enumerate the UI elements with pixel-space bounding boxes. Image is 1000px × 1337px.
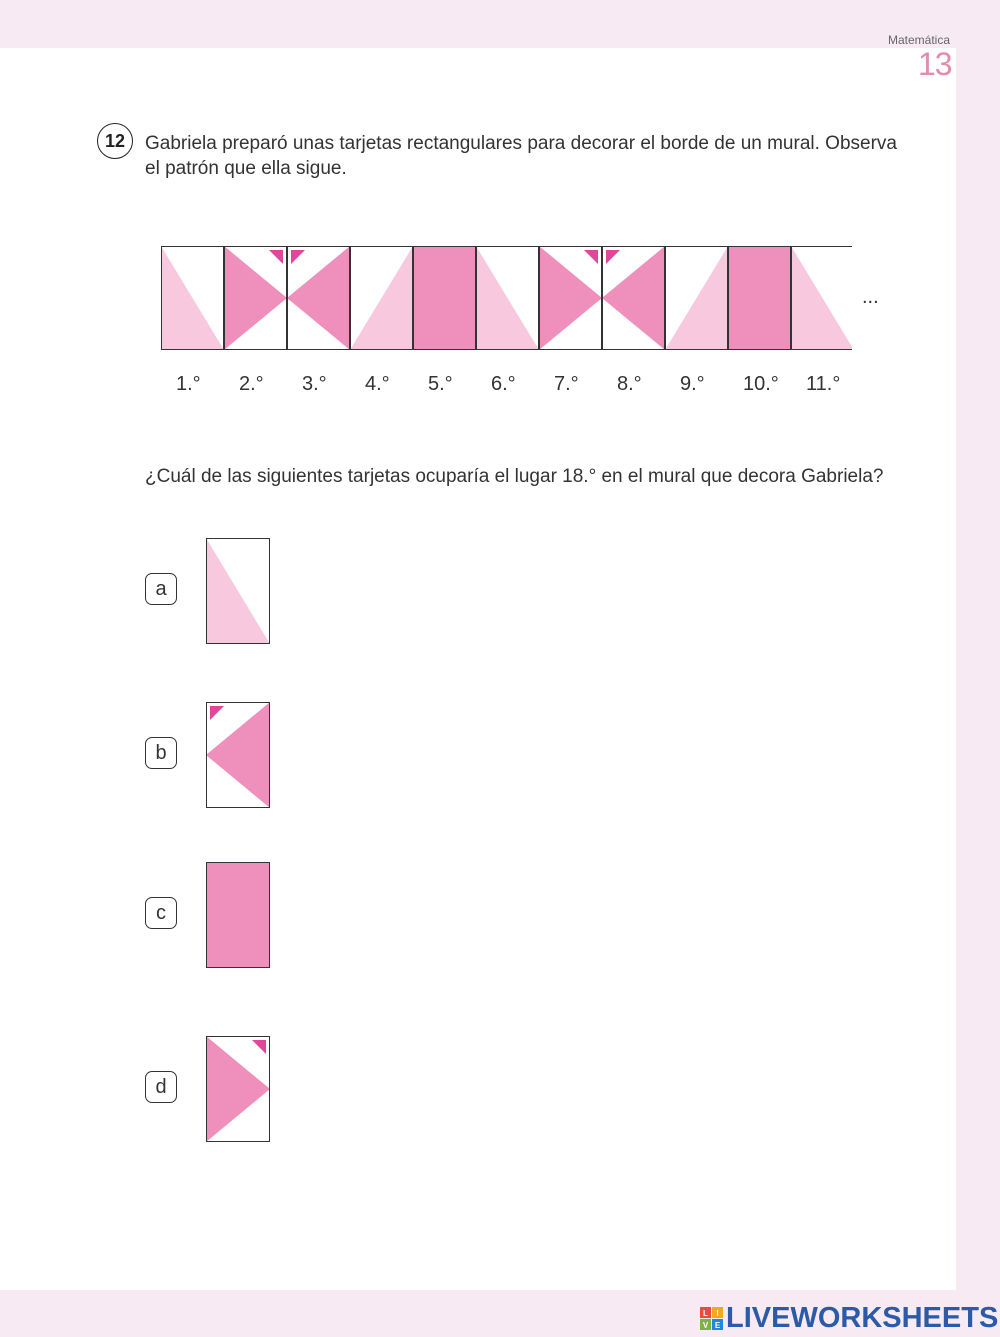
- position-label: 11.°: [806, 373, 841, 395]
- pattern-card: [665, 246, 728, 350]
- position-labels: [160, 373, 850, 399]
- pattern-card: [539, 246, 602, 350]
- position-label: 5.°: [428, 373, 453, 395]
- question-prompt: ¿Cuál de las siguientes tarjetas ocuparía el lugar 18.° en el mural que decora Gabriela?: [145, 466, 884, 487]
- card-pattern: [160, 245, 852, 351]
- worksheet-page: [0, 48, 956, 1290]
- logo-text: LIVEWORKSHEETS: [726, 1302, 999, 1334]
- pattern-card: [224, 246, 287, 350]
- pattern-card: [350, 246, 413, 350]
- option-letter-d[interactable]: d: [145, 1071, 177, 1103]
- logo-badge-letter: I: [716, 1308, 719, 1318]
- option-letter-c[interactable]: c: [145, 897, 177, 929]
- position-label: 3.°: [302, 373, 327, 395]
- option-card-d[interactable]: [206, 1036, 271, 1142]
- page-number: 13: [918, 46, 952, 82]
- option-card-b[interactable]: [206, 702, 271, 808]
- position-label: 2.°: [239, 373, 264, 395]
- pattern-card: [791, 246, 852, 350]
- option-card-drawing: [206, 862, 270, 968]
- position-label: 8.°: [617, 373, 642, 395]
- pattern-card: [728, 246, 791, 350]
- option-card-drawing: [206, 538, 270, 644]
- liveworksheets-logo: [700, 1302, 998, 1335]
- option-card-a[interactable]: [206, 538, 271, 644]
- pattern-ellipsis: ...: [862, 286, 879, 308]
- logo-badge-letter: E: [714, 1320, 721, 1330]
- pattern-card: [602, 246, 665, 350]
- live-badge-icon: [700, 1307, 724, 1331]
- position-label: 10.°: [743, 373, 779, 395]
- pattern-card: [413, 246, 476, 350]
- position-label: 4.°: [365, 373, 390, 395]
- pattern-card: [476, 246, 539, 350]
- card-shape-full-pink: [206, 862, 270, 968]
- question-text: Gabriela preparó unas tarjetas rectangulares para decorar el borde de un mural. Observa el patrón que ella sigue.: [145, 133, 897, 179]
- option-letter-a[interactable]: a: [145, 573, 177, 605]
- pattern-card: [161, 246, 224, 350]
- pattern-card: [287, 246, 350, 350]
- position-label: 7.°: [554, 373, 579, 395]
- logo-badge-letter: V: [702, 1320, 709, 1330]
- card-shape-full-pink: [413, 246, 476, 350]
- question-number-badge: 12: [97, 123, 133, 159]
- card-shape-full-pink: [728, 246, 791, 350]
- logo-badge-letter: L: [703, 1308, 708, 1318]
- position-label: 6.°: [491, 373, 516, 395]
- position-label: 1.°: [176, 373, 201, 395]
- option-card-drawing: [206, 1036, 270, 1142]
- pattern-strip: [160, 245, 852, 351]
- position-label: 9.°: [680, 373, 705, 395]
- option-letter-b[interactable]: b: [145, 737, 177, 769]
- option-card-c[interactable]: [206, 862, 271, 968]
- subject-label: Matemática: [888, 33, 951, 47]
- option-card-drawing: [206, 702, 270, 808]
